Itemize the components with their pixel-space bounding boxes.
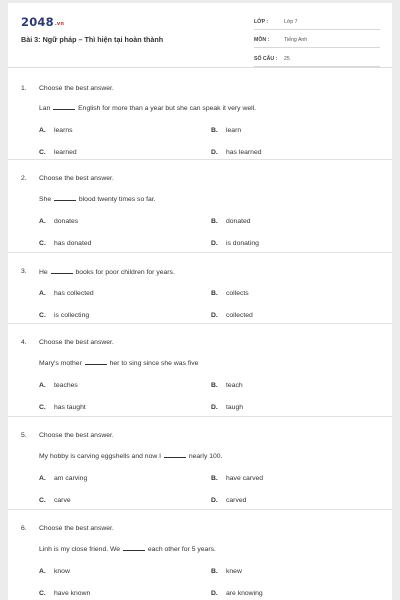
logo-domain: .vn <box>54 21 65 27</box>
option-letter: B. <box>211 568 218 575</box>
option-b[interactable] <box>211 290 249 297</box>
option-letter: B. <box>211 475 218 482</box>
option-letter: A. <box>39 475 46 482</box>
question-number: 4. <box>21 339 27 346</box>
option-letter: D. <box>211 240 218 247</box>
question-number: 3. <box>21 268 27 275</box>
option-letter: C. <box>39 240 46 247</box>
option-b[interactable] <box>211 475 263 482</box>
option-text: donated <box>226 218 251 225</box>
meta-label: SỐ CÂU : <box>254 55 278 62</box>
option-a[interactable] <box>39 382 78 389</box>
question-text <box>39 104 256 112</box>
option-b[interactable] <box>211 127 241 134</box>
question-instruction: Choose the best answer. <box>39 432 114 439</box>
option-text: has learned <box>226 149 262 156</box>
option-d[interactable] <box>211 590 263 597</box>
option-text: teaches <box>54 382 78 389</box>
option-letter: D. <box>211 404 218 411</box>
option-text: teach <box>226 382 243 389</box>
question-instruction: Choose the best answer. <box>39 339 114 346</box>
question-instruction: Choose the best answer. <box>39 85 114 92</box>
option-letter: D. <box>211 149 218 156</box>
option-text: am carving <box>54 475 88 482</box>
question-text-before: He <box>39 269 48 276</box>
meta-info <box>254 15 380 71</box>
option-c[interactable] <box>39 312 89 319</box>
option-letter: B. <box>211 218 218 225</box>
question-item <box>8 417 392 510</box>
option-text: has taught <box>54 404 86 411</box>
meta-label: LỚP : <box>254 18 269 25</box>
answer-blank <box>53 104 75 110</box>
worksheet-page <box>8 3 392 600</box>
answer-blank <box>123 545 145 551</box>
option-letter: D. <box>211 312 218 319</box>
question-text-before: Lan <box>39 105 51 112</box>
option-a[interactable] <box>39 127 73 134</box>
question-text-before: Linh is my close friend. We <box>39 546 121 553</box>
option-text: collected <box>226 312 253 319</box>
option-c[interactable] <box>39 404 86 411</box>
meta-label: MÔN : <box>254 37 270 44</box>
option-b[interactable] <box>211 218 251 225</box>
option-a[interactable] <box>39 290 94 297</box>
option-letter: C. <box>39 404 46 411</box>
question-text-before: Mary's mother <box>39 360 82 367</box>
question-text <box>39 195 156 203</box>
option-text: knew <box>226 568 242 575</box>
answer-blank <box>51 268 73 274</box>
question-item <box>8 510 392 600</box>
answer-blank <box>164 452 186 458</box>
option-text: are knowing <box>226 590 263 597</box>
question-text <box>39 452 222 460</box>
question-item <box>8 253 392 324</box>
option-a[interactable] <box>39 218 78 225</box>
option-letter: C. <box>39 149 46 156</box>
logo-text: 2048 <box>21 15 54 29</box>
option-letter: A. <box>39 382 46 389</box>
option-d[interactable] <box>211 312 253 319</box>
option-letter: C. <box>39 497 46 504</box>
question-list <box>8 67 392 600</box>
option-text: know <box>54 568 70 575</box>
question-item <box>8 324 392 417</box>
option-text: learned <box>54 149 77 156</box>
answer-blank <box>85 359 107 365</box>
option-a[interactable] <box>39 568 70 575</box>
question-text-after: each other for 5 years. <box>147 546 216 553</box>
question-text-after: her to sing since she was five <box>109 360 199 367</box>
answer-blank <box>54 195 76 201</box>
option-text: collects <box>226 290 249 297</box>
option-c[interactable] <box>39 149 77 156</box>
option-text: taugh <box>226 404 244 411</box>
meta-value: 25 <box>284 55 290 62</box>
option-text: carve <box>54 497 71 504</box>
meta-row-grade <box>254 15 380 30</box>
question-number: 2. <box>21 175 27 182</box>
question-item <box>8 160 392 253</box>
question-number: 5. <box>21 432 27 439</box>
option-text: has donated <box>54 240 92 247</box>
meta-row-count <box>254 52 380 67</box>
option-d[interactable] <box>211 240 259 247</box>
site-logo[interactable] <box>21 15 64 29</box>
option-letter: A. <box>39 127 46 134</box>
question-instruction: Choose the best answer. <box>39 175 114 182</box>
question-text-before: My hobby is carving eggshells and now I <box>39 453 162 460</box>
question-instruction: Choose the best answer. <box>39 525 114 532</box>
option-text: learns <box>54 127 73 134</box>
option-c[interactable] <box>39 240 91 247</box>
option-letter: A. <box>39 218 46 225</box>
option-letter: B. <box>211 290 218 297</box>
option-b[interactable] <box>211 568 242 575</box>
question-number: 1. <box>21 85 27 92</box>
option-text: donates <box>54 218 79 225</box>
question-text-before: She <box>39 196 52 203</box>
meta-value: Tiếng Anh <box>284 37 308 44</box>
option-text: learn <box>226 127 242 134</box>
option-d[interactable] <box>211 497 246 504</box>
option-text: have carved <box>226 475 264 482</box>
option-letter: D. <box>211 497 218 504</box>
lesson-title: Bài 3: Ngữ pháp – Thì hiện tại hoàn thành <box>21 35 164 44</box>
option-d[interactable] <box>211 149 262 156</box>
question-text <box>39 545 216 553</box>
option-b[interactable] <box>211 382 243 389</box>
question-number: 6. <box>21 525 27 532</box>
question-text-after: English for more than a year but she can speak it very well. <box>78 105 257 112</box>
option-text: carved <box>226 497 247 504</box>
option-c[interactable] <box>39 590 90 597</box>
meta-value: Lớp 7 <box>284 18 298 25</box>
meta-row-subject <box>254 34 380 49</box>
option-letter: C. <box>39 590 46 597</box>
option-letter: A. <box>39 568 46 575</box>
option-text: has collected <box>54 290 94 297</box>
option-letter: B. <box>211 382 218 389</box>
question-text-after: blood twenty times so far. <box>78 196 156 203</box>
option-text: is collecting <box>54 312 90 319</box>
question-text-after: nearly 100. <box>188 453 223 460</box>
option-letter: A. <box>39 290 46 297</box>
option-a[interactable] <box>39 475 87 482</box>
question-item <box>8 67 392 160</box>
option-letter: D. <box>211 590 218 597</box>
option-letter: B. <box>211 127 218 134</box>
option-d[interactable] <box>211 404 243 411</box>
option-text: is donating <box>226 240 259 247</box>
option-c[interactable] <box>39 497 71 504</box>
option-text: have known <box>54 590 91 597</box>
question-text-after: books for poor children for years. <box>75 269 175 276</box>
question-text <box>39 268 175 276</box>
option-letter: C. <box>39 312 46 319</box>
worksheet-header <box>8 3 392 68</box>
question-text <box>39 359 198 367</box>
